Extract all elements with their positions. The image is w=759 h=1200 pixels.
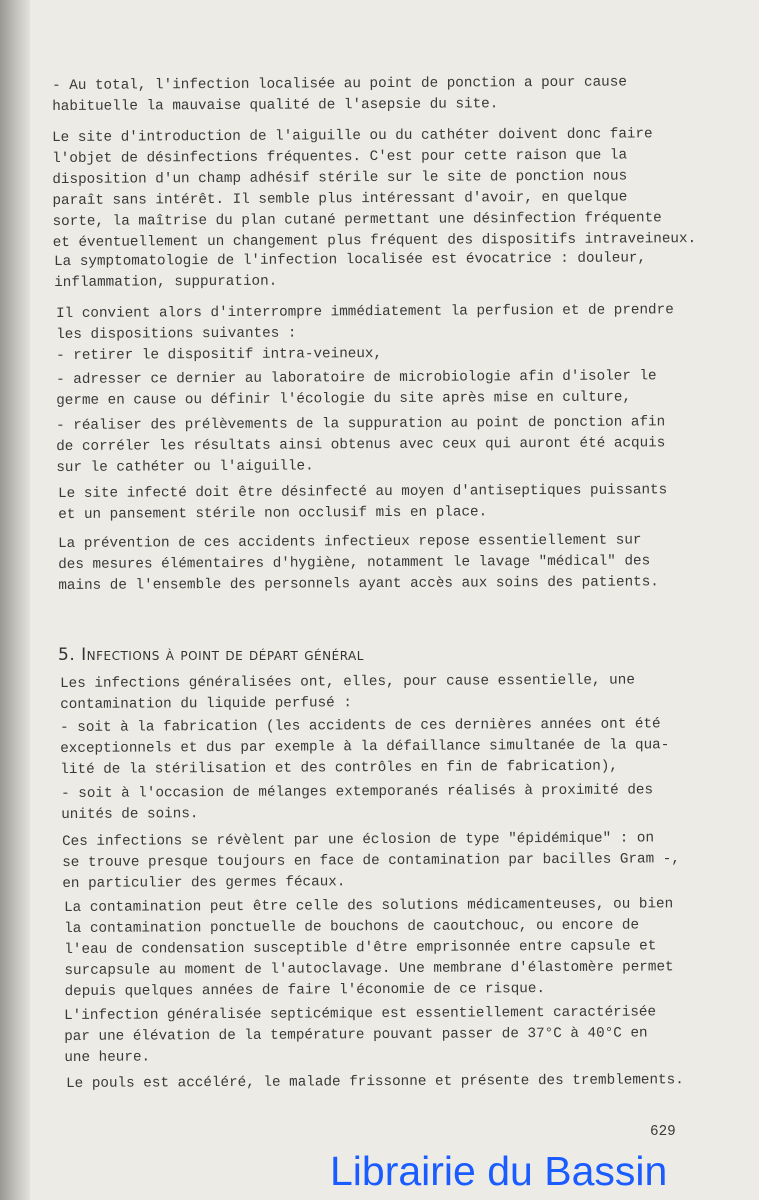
paragraph (60, 714, 670, 781)
paragraph (60, 670, 635, 716)
text-line: et un pansement stérile non occlusif mis en place. (58, 504, 488, 523)
text-line: paraît sans intérêt. Il semble plus intéressant d'avoir, en quelque (52, 189, 628, 209)
text-line: germe en cause ou définir l'écologie du site après mise en culture, (56, 389, 632, 409)
text-line: Ces infections se révèlent par une éclosion de type "épidémique" : on (62, 830, 655, 850)
text-line: inflammation, suppuration. (54, 273, 278, 291)
text-line: se trouve presque toujours en face de contamination par bacilles Gram -, (62, 851, 680, 871)
text-line: l'objet de désinfections fréquentes. C'est pour cette raison que la (52, 147, 628, 167)
text-line: - réaliser des prélèvements de la suppuration au point de ponction afin (56, 414, 666, 434)
paragraph (64, 894, 674, 1003)
section-heading: 5. Infections à point de départ général (58, 645, 364, 665)
paragraph (61, 780, 653, 826)
text-line: - retirer le dispositif intra-veineux, (56, 346, 383, 364)
text-line: l'eau de condensation susceptible d'être emprisonnée entre capsule et (64, 938, 657, 958)
text-line: exceptionnels et dus par exemple à la défaillance simultanée de la qua- (60, 737, 670, 757)
paragraph (58, 530, 659, 597)
page-number: 629 (650, 1124, 676, 1140)
text-line: L'infection généralisée septicémique est essentiellement caractérisée (64, 1004, 657, 1024)
text-line: de corréler les résultats ainsi obtenus avec ceux qui auront été acquis (56, 435, 666, 455)
text-line: La symptomatologie de l'infection localisée est évocatrice : douleur, (54, 250, 647, 270)
text-line: - Au total, l'infection localisée au point de ponction a pour cause (52, 74, 627, 94)
text-line: La contamination peut être celle des solutions médicamenteuses, ou bien (64, 896, 674, 916)
paragraph (56, 366, 657, 412)
text-line: Il convient alors d'interrompre immédiatement la perfusion et de prendre (56, 302, 674, 322)
paragraph (66, 1070, 684, 1095)
text-line: La prévention de ces accidents infectieux repose essentiellement sur (58, 532, 642, 552)
text-line: des mesures élémentaires d'hygiène, notamment le lavage "médical" des (58, 553, 651, 573)
text-line: les dispositions suivantes : (56, 325, 297, 343)
text-line: surcapsule au moment de l'autoclavage. Une membrane d'élastomère permet (64, 959, 674, 979)
paragraph (56, 412, 666, 479)
paragraph (52, 72, 627, 118)
text-line: et éventuellement un changement plus fréquent des dispositifs intraveineux. (52, 231, 697, 251)
text-line: - adresser ce dernier au laboratoire de microbiologie afin d'isoler le (56, 368, 657, 388)
text-line: lité de la stérilisation et des contrôles en fin de fabrication), (60, 758, 619, 778)
paragraph (58, 480, 667, 526)
text-line: par une élévation de la température pouvant passer de 37°C à 40°C en (64, 1025, 648, 1045)
text-line: Le pouls est accéléré, le malade frissonne et présente des tremblements. (66, 1072, 684, 1092)
text-line: contamination du liquide perfusé : (60, 695, 352, 713)
text-line: - soit à l'occasion de mélanges extemporanés réalisés à proximité des (61, 782, 654, 802)
text-line: en particulier des germes fécaux. (62, 874, 346, 892)
text-line: disposition d'un champ adhésif stérile sur le site de ponction nous (52, 168, 628, 188)
text-line: Les infections généralisées ont, elles, pour cause essentielle, une (60, 672, 635, 692)
page-binding-edge (0, 0, 30, 1200)
paragraph (62, 828, 680, 895)
paragraph (56, 300, 674, 346)
paragraph (54, 248, 646, 294)
paragraph (64, 1002, 656, 1069)
paragraph (56, 344, 382, 367)
paragraph (52, 124, 696, 254)
text-line: la contamination ponctuelle de bouchons de caoutchouc, ou encore de (64, 917, 640, 937)
text-line: Le site infecté doit être désinfecté au moyen d'antiseptiques puissants (58, 482, 668, 502)
text-line: habituelle la mauvaise qualité de l'asepsie du site. (52, 96, 499, 115)
text-line: une heure. (64, 1049, 151, 1066)
text-line: depuis quelques années de faire l'économie de ce risque. (64, 981, 546, 1000)
text-line: - soit à la fabrication (les accidents de ces dernières années ont été (60, 716, 661, 736)
text-line: unités de soins. (61, 806, 199, 823)
text-line: sorte, la maîtrise du plan cutané permettant une désinfection fréquente (52, 210, 662, 230)
text-line: sur le cathéter ou l'aiguille. (56, 458, 314, 476)
watermark: Librairie du Bassin (330, 1148, 668, 1194)
text-line: mains de l'ensemble des personnels ayant accès aux soins des patients. (58, 574, 659, 594)
text-line: Le site d'introduction de l'aiguille ou du cathéter doivent donc faire (52, 126, 653, 146)
